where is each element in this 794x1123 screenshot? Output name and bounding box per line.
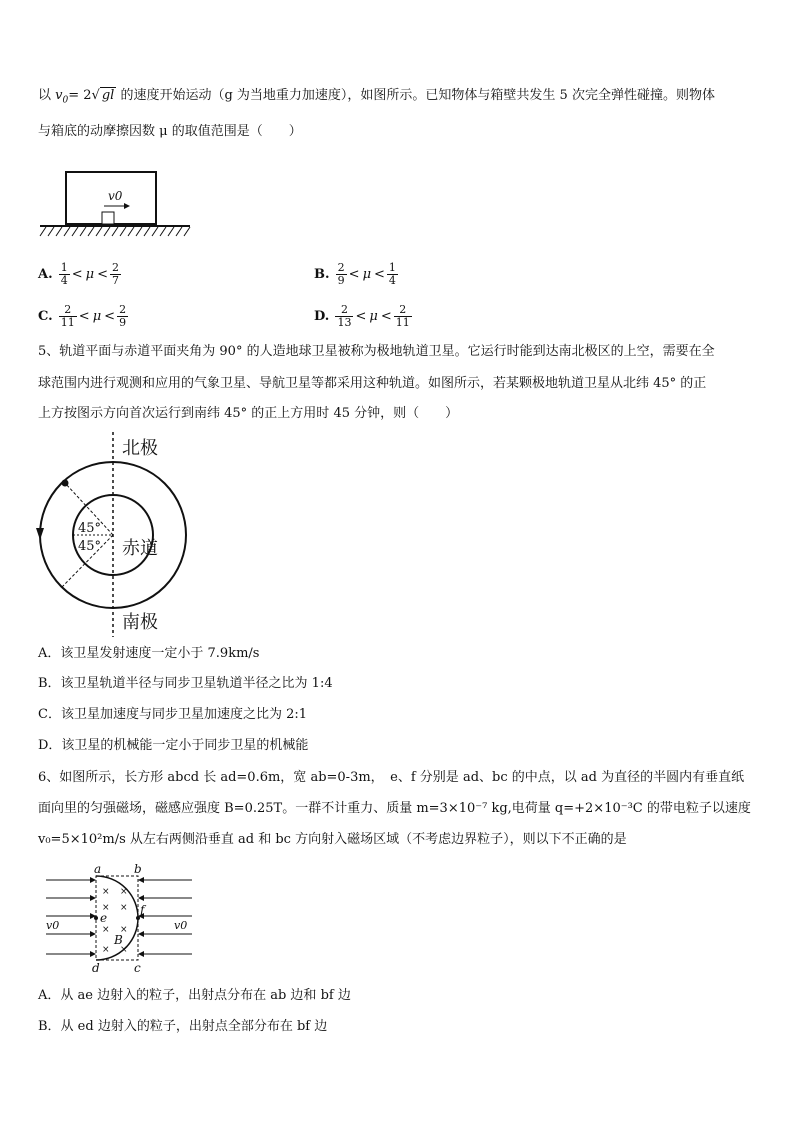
q5-option-d: D．该卫星的机械能一定小于同步卫星的机械能 <box>38 738 309 753</box>
q5-line3: 上方按图示方向首次运行到南纬 45° 的正上方用时 45 分钟，则（ ） <box>38 406 459 421</box>
q6-option-a: A．从 ae 边射入的粒子，出射点分布在 ab 边和 bf 边 <box>38 988 351 1003</box>
svg-text:×: × <box>120 925 128 935</box>
angle-label-2: 45° <box>78 539 102 554</box>
q4-line2: 与箱底的动摩擦因数 μ 的取值范围是（ ） <box>38 124 302 139</box>
q5-line2: 球范围内进行观测和应用的气象卫星、导航卫星等都采用这种轨道。如图所示，若某颗极地轨道卫星从北纬 45° 的正 <box>38 376 707 391</box>
q6-option-b: B．从 ed 边射入的粒子，出射点全部分布在 bf 边 <box>38 1019 328 1034</box>
q4-sqrt-symbol: √ <box>91 88 100 103</box>
q4-v0: $v_0$ <box>55 88 69 106</box>
q6-line1: 6、如图所示，长方形 abcd 长 ad=0.6m，宽 ab=0-3m， e、f 分别是 ad、bc 的中点，以 ad 为直径的半圆内有垂直纸 <box>38 770 745 785</box>
satellite-dot <box>62 480 69 487</box>
label-v0-left: v0 <box>46 919 60 932</box>
ground-hatching <box>40 227 190 236</box>
q6-field-figure <box>42 862 202 977</box>
q5-option-c: C．该卫星加速度与同步卫星加速度之比为 2:1 <box>38 707 308 722</box>
svg-text:×: × <box>120 945 128 955</box>
svg-text:×: × <box>120 903 128 913</box>
small-block <box>102 212 114 224</box>
q4-option-a: A. $\frac{1}{4}$ < μ < $\frac{2}{7}$ <box>38 261 120 287</box>
q4-line1-post: 的速度开始运动（g 为当地重力加速度），如图所示。已知物体与箱壁共发生 5 次完全弹性碰撞。则物体 <box>120 88 715 103</box>
angle-label-1: 45° <box>78 521 102 536</box>
label-b: b <box>134 862 142 876</box>
q4-box-figure <box>38 170 198 242</box>
q4-option-c: C. $\frac{2}{11}$ < μ < $\frac{2}{9}$ <box>38 303 127 329</box>
label-f: f <box>140 903 145 917</box>
south-pole-label: 南极 <box>122 612 158 633</box>
north-pole-label: 北极 <box>122 438 158 459</box>
label-v0-right: v0 <box>174 919 188 932</box>
label-d: d <box>92 961 100 975</box>
q5-line1: 5、轨道平面与赤道平面夹角为 90° 的人造地球卫星被称为极地轨道卫星。它运行时能到达南北极区的上空，需要在全 <box>38 344 715 359</box>
velocity-arrow-head <box>124 203 130 209</box>
label-c: c <box>134 961 141 975</box>
right-incoming-arrows <box>140 880 192 954</box>
q4-sqrt-content: gl <box>101 88 115 103</box>
svg-text:×: × <box>102 925 110 935</box>
label-e: e <box>100 911 108 925</box>
label-a: a <box>94 862 102 876</box>
q6-line2: 面向里的匀强磁场，磁感应强度 B=0.25T。一群不计重力、质量 m=3×10⁻⁷ kg,电荷量 q=+2×10⁻³C 的带电粒子以速度 <box>38 801 751 816</box>
q6-line3: v₀=5×10²m/s 从左右两侧沿垂直 ad 和 bc 方向射入磁场区域（不考虑边界粒子），则以下不正确的是 <box>38 832 627 847</box>
svg-text:×: × <box>102 903 110 913</box>
q5-option-a: A．该卫星发射速度一定小于 7.9km/s <box>38 646 260 661</box>
svg-text:×: × <box>102 887 110 897</box>
svg-text:×: × <box>102 945 110 955</box>
q5-option-b: B．该卫星轨道半径与同步卫星轨道半径之比为 1:4 <box>38 676 333 691</box>
q4-option-d: D. $\frac{2}{13}$ < μ < $\frac{2}{11}$ <box>314 303 410 329</box>
v0-label: v0 <box>108 189 123 203</box>
point-e <box>94 916 98 920</box>
left-incoming-arrows <box>46 880 94 954</box>
svg-text:×: × <box>120 887 128 897</box>
q4-eq: = 2 <box>68 88 92 103</box>
equator-label: 赤道 <box>122 538 158 559</box>
q4-line1-pre: 以 <box>38 88 52 103</box>
orbit-direction-arrow <box>36 528 44 540</box>
label-B: B <box>114 933 123 947</box>
q5-orbit-figure <box>30 432 200 637</box>
q4-line1 <box>38 86 715 111</box>
q4-option-b: B. $\frac{2}{9}$ < μ < $\frac{1}{4}$ <box>314 261 396 287</box>
